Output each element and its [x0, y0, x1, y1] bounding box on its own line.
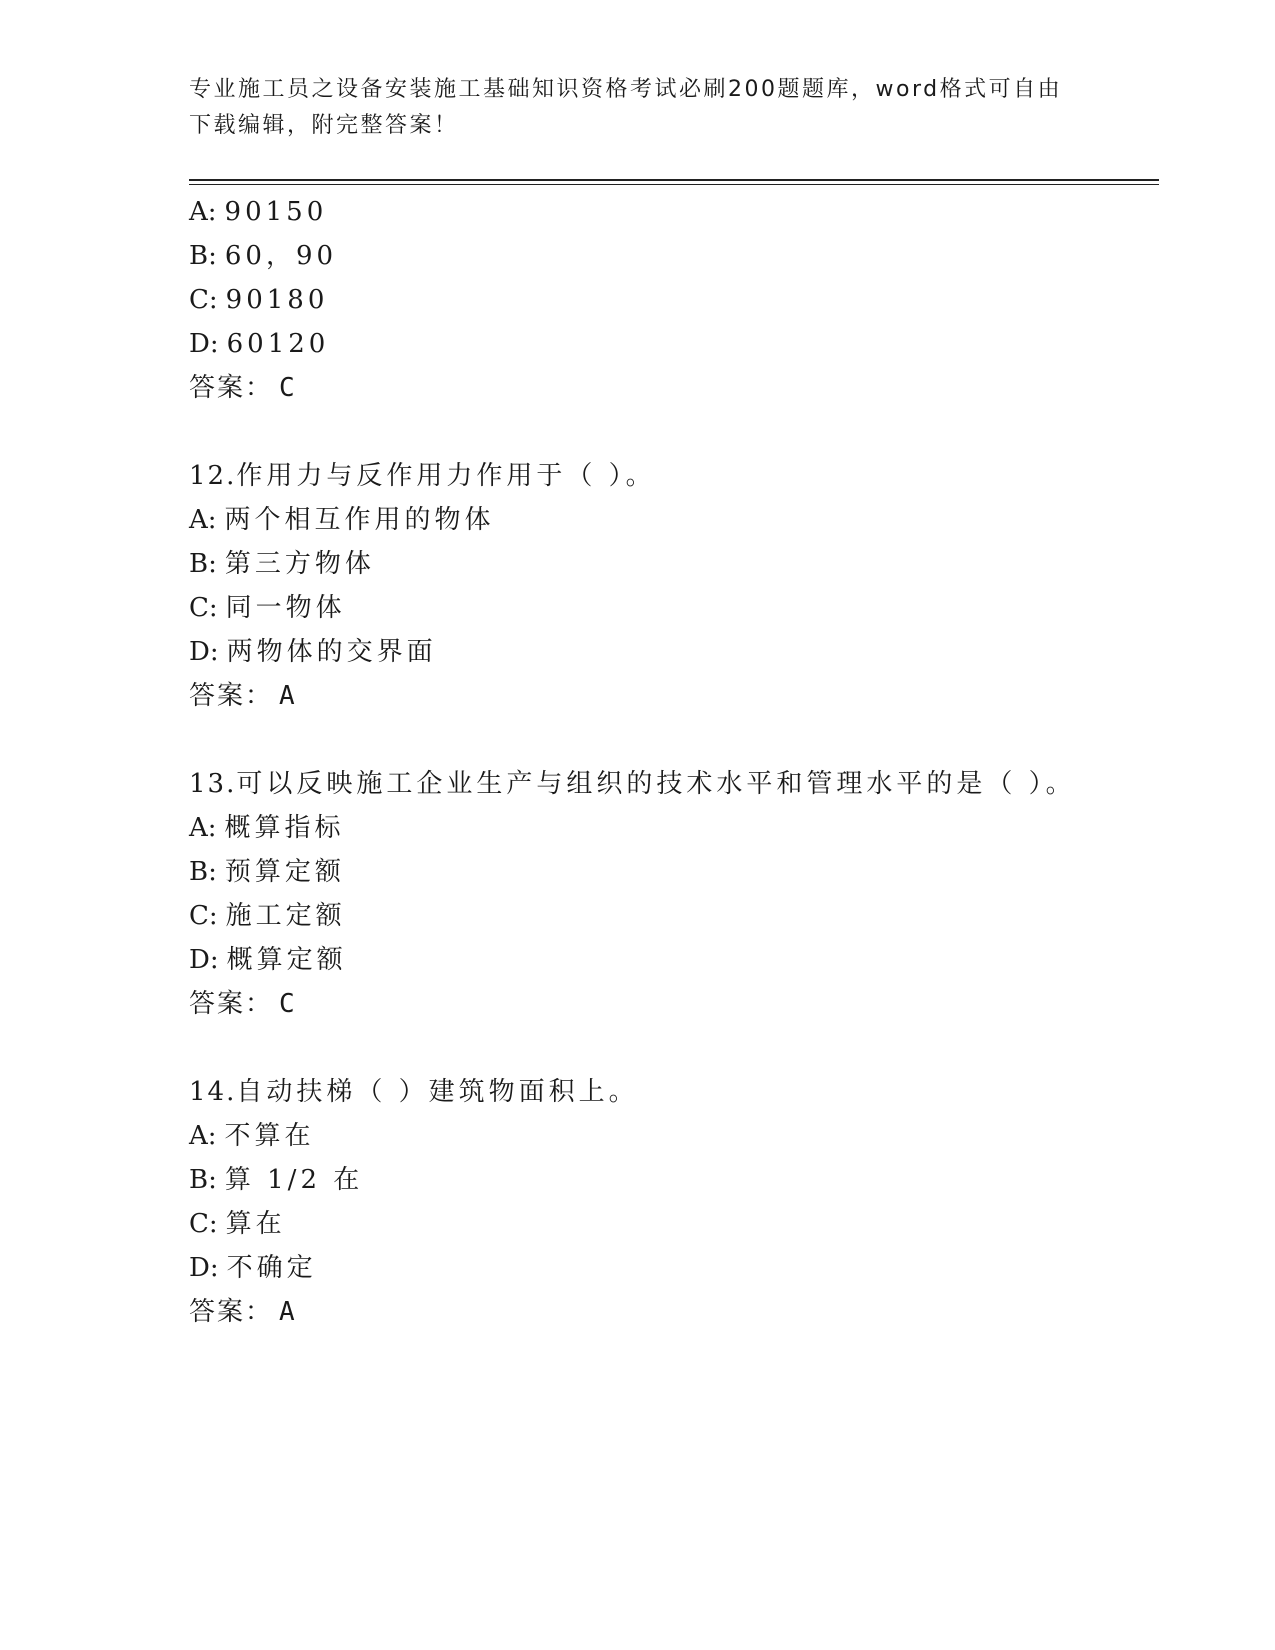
option-letter: C:: [189, 593, 218, 623]
answer-label: 答案：: [189, 1297, 274, 1327]
option-letter: D:: [189, 1253, 219, 1283]
document-header: [189, 72, 1069, 144]
header-line-2: 下载编辑，附完整答案！: [189, 113, 459, 138]
option-letter: C:: [189, 285, 218, 315]
option-text: 不算在: [224, 1121, 315, 1151]
option-letter: A:: [189, 813, 217, 843]
answer-value: A: [279, 681, 297, 711]
header-divider-thin: [189, 184, 1159, 185]
option-letter: B:: [189, 241, 217, 271]
option-text: 第三方物体: [224, 549, 375, 579]
question-text: 可以反映施工企业生产与组织的技术水平和管理水平的是（ ）。: [236, 769, 1076, 799]
option-text: 两物体的交界面: [226, 637, 437, 667]
header-line-1: 专业施工员之设备安装施工基础知识资格考试必刷200题题库，word格式可自由: [189, 77, 1063, 102]
option-text: 施工定额: [225, 901, 346, 931]
option-letter: A:: [189, 1121, 217, 1151]
option-text: 60120: [226, 329, 330, 359]
q13-option-b: [189, 856, 345, 888]
answer-label: 答案：: [189, 373, 274, 403]
q12-answer: [189, 680, 297, 712]
question-number: 13.: [189, 769, 237, 799]
q14-option-c: [189, 1208, 286, 1240]
option-text: 概算指标: [224, 813, 345, 843]
option-letter: D:: [189, 329, 219, 359]
q12-option-d: [189, 636, 437, 668]
q14-stem: [189, 1076, 639, 1108]
option-letter: C:: [189, 901, 218, 931]
option-text: 不确定: [226, 1253, 317, 1283]
option-letter: B:: [189, 857, 217, 887]
option-text: 60，90: [224, 241, 338, 271]
q14-option-a: [189, 1120, 315, 1152]
q13-answer: [189, 988, 297, 1020]
option-text: 同一物体: [225, 593, 346, 623]
question-text: 自动扶梯（ ）建筑物面积上。: [236, 1077, 639, 1107]
question-number: 12.: [189, 461, 237, 491]
option-text: 两个相互作用的物体: [224, 505, 495, 535]
answer-label: 答案：: [189, 989, 274, 1019]
q13-option-d: [189, 944, 347, 976]
answer-value: A: [279, 1297, 297, 1327]
q11-option-d: [189, 328, 329, 360]
q12-option-a: [189, 504, 495, 536]
q11-option-a: [189, 196, 327, 228]
option-text: 预算定额: [224, 857, 345, 887]
q14-option-d: [189, 1252, 317, 1284]
question-number: 14.: [189, 1077, 237, 1107]
q13-option-c: [189, 900, 346, 932]
answer-label: 答案：: [189, 681, 274, 711]
q12-option-b: [189, 548, 375, 580]
option-letter: A:: [189, 505, 217, 535]
q12-option-c: [189, 592, 346, 624]
q14-option-b: [189, 1164, 363, 1196]
answer-value: C: [279, 373, 297, 403]
q11-option-c: [189, 284, 328, 316]
option-letter: A:: [189, 197, 217, 227]
option-letter: B:: [189, 1165, 217, 1195]
option-text: 90150: [224, 197, 328, 227]
q14-answer: [189, 1296, 297, 1328]
option-text: 算在: [225, 1209, 286, 1239]
q11-answer: [189, 372, 297, 404]
option-text: 90180: [225, 285, 329, 315]
q13-stem: [189, 768, 1076, 800]
option-letter: B:: [189, 549, 217, 579]
q11-option-b: [189, 240, 337, 272]
option-text: 概算定额: [226, 945, 347, 975]
option-letter: C:: [189, 1209, 218, 1239]
option-letter: D:: [189, 945, 219, 975]
option-letter: D:: [189, 637, 219, 667]
question-text: 作用力与反作用力作用于（ ）。: [236, 461, 656, 491]
header-divider-thick: [189, 179, 1159, 181]
q12-stem: [189, 460, 656, 492]
q13-option-a: [189, 812, 345, 844]
answer-value: C: [279, 989, 297, 1019]
option-text: 算 1/2 在: [224, 1165, 364, 1195]
